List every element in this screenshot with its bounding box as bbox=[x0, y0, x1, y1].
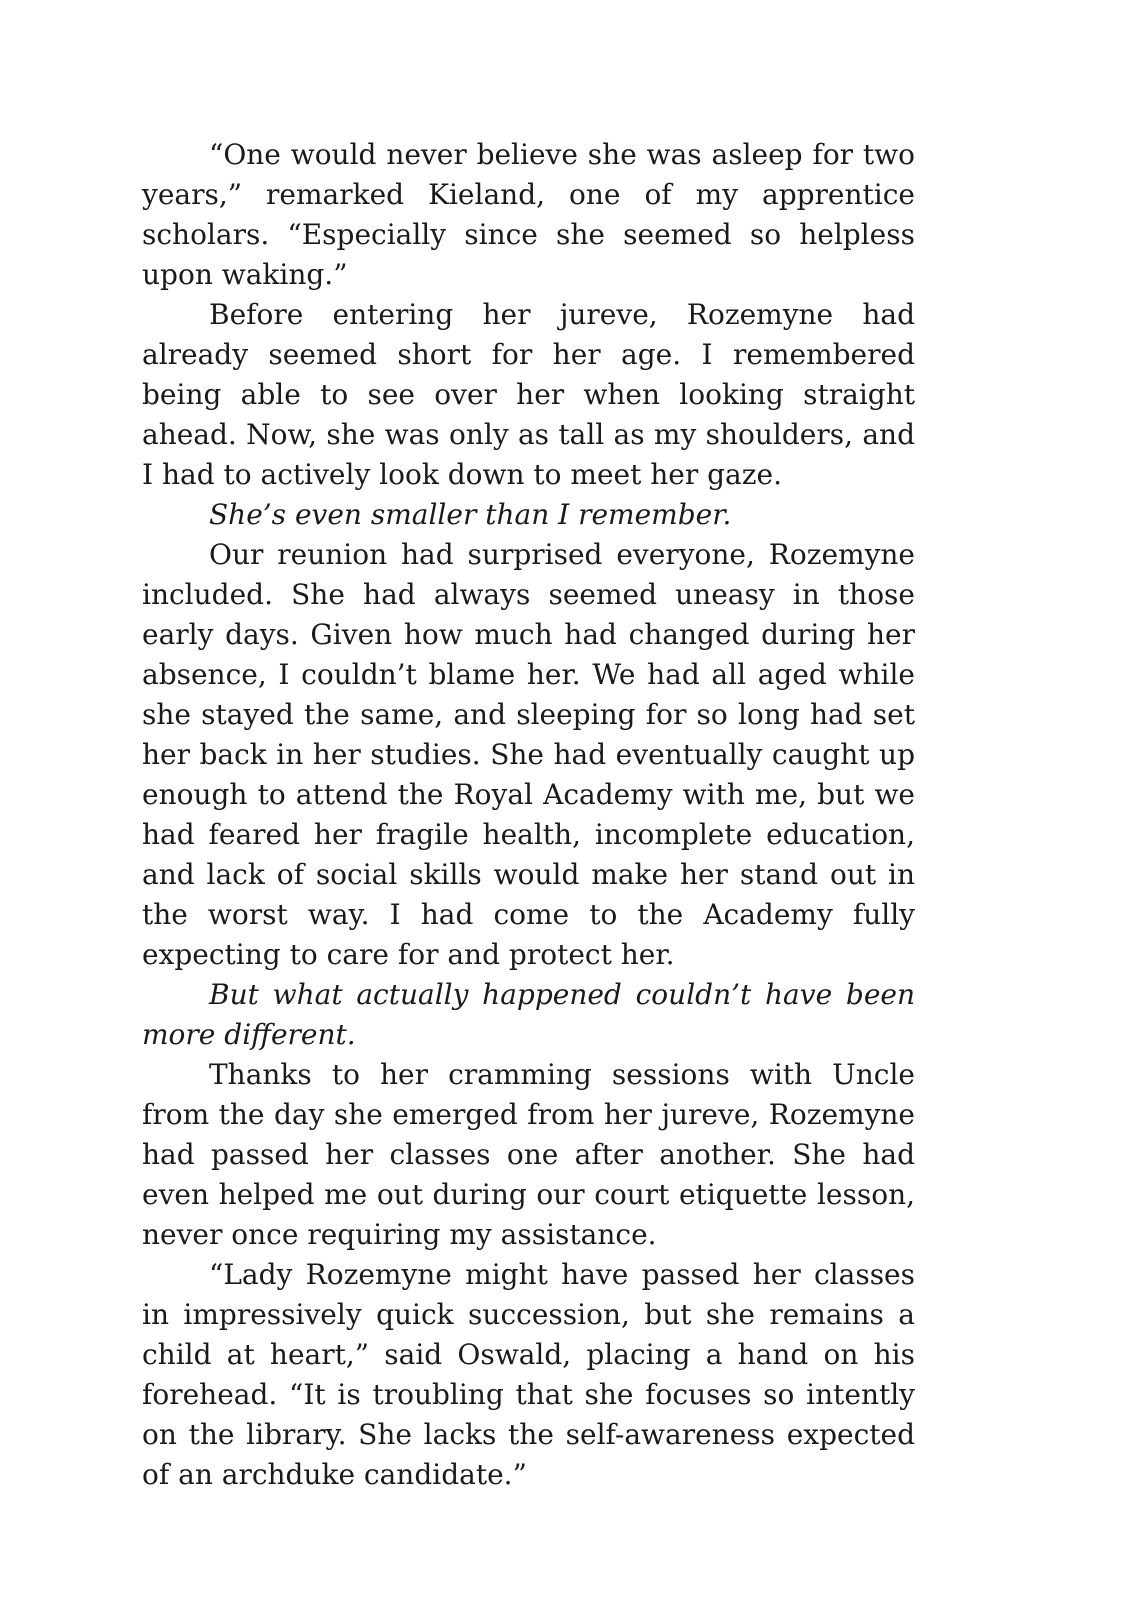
paragraph-5-italic-thought: But what actually happened couldn’t have been more different. bbox=[142, 978, 915, 1051]
paragraph-6: Thanks to her cramming sessions with Uncle from the day she emerged from her jureve, Rozemyne had passed her classes one after another. She had even helped me out during our court etiquette lesson, never once requiring my assistance. bbox=[142, 1058, 915, 1251]
paragraph-1: “One would never believe she was asleep for two years,” remarked Kieland, one of my apprentice scholars. “Especially since she seemed so helpless upon waking.” bbox=[142, 138, 915, 291]
paragraph-3-italic-thought: She’s even smaller than I remember. bbox=[209, 498, 732, 531]
paragraph-4: Our reunion had surprised everyone, Rozemyne included. She had always seemed uneasy in those early days. Given how much had changed during her absence, I couldn’t blame her. We had all aged while she stayed the same, and sleeping for so long had set her back in her studies. She had eventually caught up enough to attend the Royal Academy with me, but we had feared her fragile health, incomplete education, and lack of social skills would make her stand out in the worst way. I had come to the Academy fully expecting to care for and protect her. bbox=[142, 538, 915, 971]
paragraph-7: “Lady Rozemyne might have passed her classes in impressively quick succession, but she remains a child at heart,” said Oswald, placing a hand on his forehead. “It is troubling that she focuses so intently on the library. She lacks the self-awareness expected of an archduke candidate.” bbox=[142, 1258, 915, 1491]
paragraph-2: Before entering her jureve, Rozemyne had already seemed short for her age. I remembered being able to see over her when looking straight ahead. Now, she was only as tall as my shoulders, and I had to actively look down to meet her gaze. bbox=[142, 298, 915, 491]
body-text bbox=[142, 135, 915, 1495]
